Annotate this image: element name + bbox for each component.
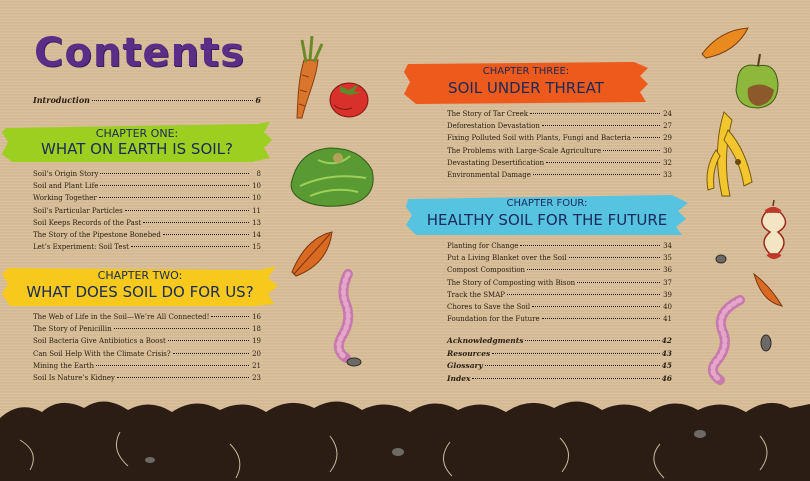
entry-label: Mining the Earth [33,361,95,370]
earthworm-icon [713,300,740,380]
pill-bug-icon [347,255,771,366]
entry-label: Can Soil Help With the Climate Crisis? [33,349,171,358]
entry-page: 10 [252,182,261,191]
entry-page: 32 [663,158,672,167]
entry-label: Soil and Plant Life [33,182,99,191]
entry-label: Let’s Experiment: Soil Test [33,243,129,252]
entry-label: Introduction [33,95,90,105]
banana-peel-icon [707,112,752,196]
leaf-icon [292,232,332,276]
entry-page: 40 [663,302,672,311]
entry-label: Chores to Save the Soil [447,302,531,311]
lettuce-icon [291,148,373,206]
entry-label: The Problems with Large-Scale Agriculture [447,146,602,155]
entry-label: Put a Living Blanket over the Soil [447,254,567,263]
entry-label: The Story of Penicillin [33,325,112,334]
entry-label: Soil Is Nature’s Kidney [33,373,116,382]
entry-page: 8 [256,170,261,178]
entry-label: Soil’s Particular Particles [33,206,123,215]
chapter-kicker: CHAPTER TWO: [97,269,183,282]
entry-page: 36 [663,266,672,275]
chapter-kicker: CHAPTER FOUR: [506,198,588,209]
entry-page: 15 [252,243,261,252]
entry-page: 46 [661,373,672,383]
chapter-title: WHAT DOES SOIL DO FOR US? [26,283,254,301]
entry-label: Planting for Change [447,242,519,250]
entry-label: The Story of Composting with Bison [447,278,576,287]
entry-page: 29 [663,134,672,143]
entry-page: 18 [252,325,261,334]
entry-label: Compost Composition [447,266,526,275]
entry-page: 35 [663,254,672,263]
entry-page: 20 [252,349,261,358]
entry-label: Working Together [33,194,97,203]
entry-page: 19 [252,337,261,346]
entry-label: Devastating Desertification [447,158,545,167]
entry-page: 23 [252,373,261,382]
entry-page: 27 [663,122,672,131]
entry-page: 13 [252,218,261,227]
entry-page: 11 [252,206,261,215]
entry-page: 42 [661,336,672,345]
entry-page: 43 [661,348,672,358]
entry-label: Soil Bacteria Give Antibiotics a Boost [33,337,166,346]
entry-page: 10 [252,194,261,203]
entry-page: 24 [663,110,672,118]
entry-label: Acknowledgments [447,336,524,345]
entry-page: 16 [252,313,261,321]
entry-page: 30 [663,146,672,155]
entry-label: Glossary [447,361,483,371]
chapter-title: SOIL UNDER THREAT [448,79,604,97]
entry-label: Soil’s Origin Story [33,170,99,178]
entry-page: 21 [252,361,261,370]
tomato-icon [330,83,368,117]
entry-label: Fixing Polluted Soil with Plants, Fungi and Bacteria [447,134,631,143]
entry-page: 34 [663,242,672,250]
entry-page: 41 [663,315,672,324]
entry-label: Environmental Damage [447,170,531,179]
entry-label: The Web of Life in the Soil—We’re All Connected! [33,313,210,321]
entry-label: Foundation for the Future [447,315,540,324]
entry-label: Soil Keeps Records of the Past [33,218,142,227]
entry-page: 45 [661,361,672,371]
entry-label: The Story of the Pipestone Bonebed [33,230,161,239]
entry-page: 39 [663,290,672,299]
earthworm-icon [339,274,348,358]
entry-page: 14 [252,230,261,239]
entry-page: 6 [255,95,261,105]
soil-layer [0,401,810,481]
chapter-title: WHAT ON EARTH IS SOIL? [41,140,233,158]
entry-label: The Story of Tar Creek [447,110,529,118]
entry-label: Resources [447,348,491,358]
entry-label: Index [447,373,471,383]
entry-page: 33 [663,170,672,179]
entry-label: Track the SMAP [447,290,505,299]
entry-page: 37 [663,278,672,287]
chapter-kicker: CHAPTER THREE: [482,66,570,77]
page-title: Contents [34,30,245,76]
chapter-title: HEALTHY SOIL FOR THE FUTURE [426,211,668,229]
chapter-kicker: CHAPTER ONE: [95,127,179,140]
apple-core-icon [762,200,786,257]
carrot-icon [297,36,322,118]
rotten-apple-icon [736,54,778,108]
entry-label: Deforestation Devastation [447,122,540,131]
